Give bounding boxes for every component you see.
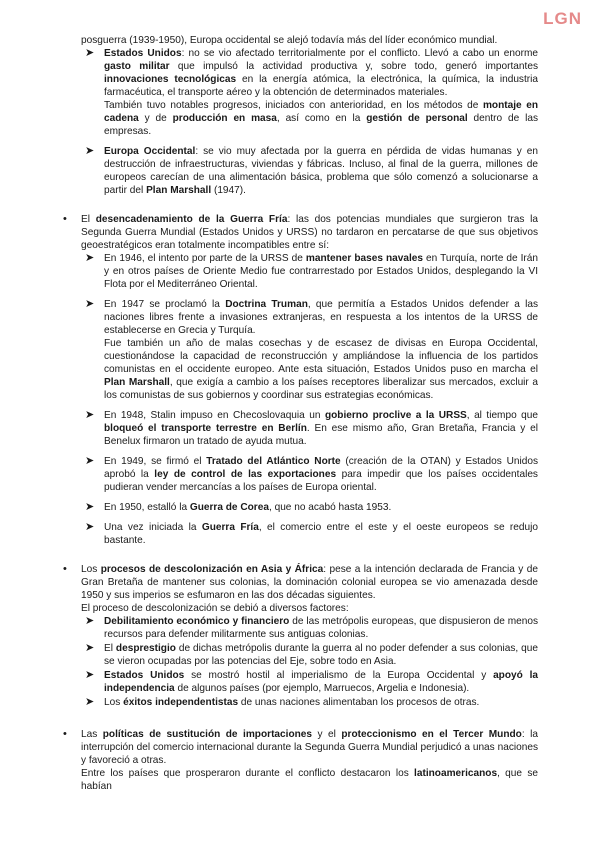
bold-text: montaje en cadena bbox=[104, 100, 538, 124]
section-guerra-fria bbox=[63, 213, 538, 252]
list-item bbox=[85, 521, 538, 547]
section-intro-2: El proceso de descolonización se debió a diversos factores: bbox=[81, 603, 349, 614]
text-run: En 1947 se proclamó la bbox=[104, 299, 226, 310]
text-run: que impulsó la actividad productiva y, sobre todo, generó importantes bbox=[169, 61, 538, 72]
text-run: : no se vio afectado territorialmente por el conflicto. Llevó a cabo un enorme bbox=[181, 48, 539, 59]
section-intro bbox=[81, 563, 538, 602]
arrow-bullet-icon: ➤ bbox=[85, 521, 95, 533]
text-run: de las metrópolis europeas, que dispusieron de menos recursos para defender militarmente sus antiguas colonias. bbox=[104, 616, 538, 640]
text-run: Entre los países que prosperaron durante el conflicto destacaron los bbox=[81, 768, 415, 779]
list-item bbox=[85, 145, 538, 197]
text-run: de unas naciones alimentaban los procesos de otras. bbox=[238, 697, 480, 708]
bold-text: ley de control de las exportaciones bbox=[154, 469, 337, 480]
list-item bbox=[85, 642, 539, 668]
text-run: En 1949, se firmó el bbox=[104, 456, 207, 467]
text-run: : se vio muy afectada por la guerra en pérdida de vidas humanas y en destrucción de infraestructuras, viviendas y fábricas. Incluso, al final de la guerra, millones de europeos carecían de una alimentación básica, problema que sólo comenzó a solucionarse a partir del bbox=[104, 146, 538, 196]
text-run: Los bbox=[104, 697, 124, 708]
bold-text: Guerra Fría bbox=[201, 522, 259, 533]
bold-text: apoyó la independencia bbox=[104, 670, 539, 694]
paragraph bbox=[104, 298, 538, 337]
text-run: (creación de la OTAN) y Estados Unidos aprobó la bbox=[104, 456, 538, 480]
bold-text: latinoamericanos bbox=[414, 768, 498, 779]
bold-text: innovaciones tecnológicas bbox=[104, 74, 237, 85]
text-run: de algunos países (por ejemplo, Marruecos, Argelia e Indonesia). bbox=[174, 683, 470, 694]
text-run: : pese a la intención declarada de Francia y de Gran Bretaña de mantener sus colonias, la dominación colonial europea se vio amenazada desde 1950 y sus imperios se esfumaron en las dos décadas siguientes. bbox=[81, 564, 538, 601]
paragraph bbox=[104, 501, 538, 514]
list-item bbox=[85, 669, 539, 695]
text-run: en Turquía, norte de Irán y en otros países de Oriente Medio fue contrarrestado por Estados Unidos, desplegando la VI Flota por el Mediterráneo Oriental. bbox=[104, 253, 538, 290]
bold-text: desencadenamiento de la Guerra Fría bbox=[95, 214, 288, 225]
bold-text: Estados Unidos bbox=[104, 670, 185, 681]
section-descolonizacion bbox=[63, 563, 538, 615]
section-intro-2 bbox=[81, 767, 538, 793]
text-run: Una vez iniciada la bbox=[104, 522, 202, 533]
text-run: de dichas metrópolis durante la guerra al no poder defender a sus colonias, que se vieron ocupadas por las potencias del Eje, sobre todo en Asia. bbox=[104, 643, 539, 667]
bold-text: Europa Occidental bbox=[104, 146, 196, 157]
text-run: En 1948, Stalin impuso en Checoslovaquia un bbox=[104, 410, 325, 421]
arrow-bullet-icon: ➤ bbox=[85, 642, 95, 654]
arrow-bullet-icon: ➤ bbox=[85, 615, 95, 627]
section-proteccionismo bbox=[63, 728, 538, 793]
bold-text: gasto militar bbox=[104, 61, 170, 72]
paragraph bbox=[104, 455, 538, 494]
text-run: , el comercio entre el este y el oeste europeos se redujo bastante. bbox=[104, 522, 538, 546]
text-run: , que permitía a Estados Unidos defender a las naciones libres frente a invasiones extranjeras, en respuesta a los intentos de la URSS de establecerse en Grecia y Turquía. bbox=[104, 299, 538, 336]
paragraph bbox=[104, 521, 538, 547]
text-run: El bbox=[104, 643, 116, 654]
list-item bbox=[85, 252, 538, 291]
text-run: También tuvo notables progresos, iniciados con anterioridad, en los métodos de bbox=[104, 100, 483, 111]
arrow-bullet-icon: ➤ bbox=[85, 501, 95, 513]
text-run: en la energía atómica, la electrónica, la química, la industria farmacéutica, el transporte aéreo y la obtención de determinados materiales. bbox=[104, 74, 538, 98]
list-item bbox=[85, 47, 539, 138]
text-run: y el bbox=[312, 729, 342, 740]
text-run: Fue también un año de malas cosechas y de escasez de divisas en Europa Occidental, cuestionándose la capacidad de reconstrucción y ampliándose la influencia de los partidos comunistas en el occidente europeo. Ante esta situación, Estados Unidos puso en marcha el bbox=[104, 338, 538, 375]
text-run: En 1950, estalló la bbox=[104, 502, 190, 513]
bullet-icon: • bbox=[63, 728, 67, 740]
list-item bbox=[85, 409, 539, 448]
bold-text: Plan Marshall bbox=[146, 185, 212, 196]
section-intro bbox=[81, 213, 538, 252]
bold-text: Debilitamiento económico y financiero bbox=[104, 616, 290, 627]
list-item bbox=[85, 501, 538, 514]
paragraph bbox=[104, 47, 538, 99]
list-item bbox=[85, 696, 538, 709]
section-intro bbox=[81, 728, 538, 767]
bold-text: Tratado del Atlántico Norte bbox=[206, 456, 341, 467]
arrow-bullet-icon: ➤ bbox=[85, 696, 95, 708]
paragraph bbox=[104, 99, 538, 138]
bold-text: políticas de sustitución de importaciones bbox=[102, 729, 313, 740]
bold-text: Estados Unidos bbox=[104, 48, 182, 59]
bold-text: Plan Marshall bbox=[104, 377, 170, 388]
bold-text: bloqueó el transporte terrestre en Berlín bbox=[104, 423, 307, 434]
text-run: : las dos potencias mundiales que surgieron tras la Segunda Guerra Mundial (Estados Unidos y URSS) no tardaron en percatarse de que sus objetivos geoestratégicos eran totalmente incompatibles entre sí: bbox=[81, 214, 538, 251]
bold-text: proteccionismo en el Tercer Mundo bbox=[341, 729, 522, 740]
arrow-bullet-icon: ➤ bbox=[85, 252, 95, 264]
bold-text: desprestigio bbox=[115, 643, 176, 654]
paragraph bbox=[104, 615, 538, 641]
bold-text: procesos de descolonización en Asia y África bbox=[100, 564, 324, 575]
bold-text: Doctrina Truman bbox=[225, 299, 308, 310]
text-run: y de bbox=[138, 113, 173, 124]
text-run: se mostró hostil al imperialismo de la Europa Occidental y bbox=[184, 670, 494, 681]
text-run: . En ese mismo año, Gran Bretaña, Francia y el Benelux firmaron un tratado de ayuda mutua. bbox=[104, 423, 539, 447]
text-run: , que se habían bbox=[81, 768, 538, 792]
paragraph bbox=[104, 252, 538, 291]
arrow-bullet-icon: ➤ bbox=[85, 669, 95, 681]
arrow-bullet-icon: ➤ bbox=[85, 409, 95, 421]
bold-text: gestión de personal bbox=[366, 113, 468, 124]
text-run: para impedir que los países occidentales pudieran vender mercancías a los países de Europa oriental. bbox=[104, 469, 538, 493]
paragraph bbox=[104, 145, 538, 197]
text-run: , que no acabó hasta 1953. bbox=[268, 502, 392, 513]
text-run: , que exigía a cambio a los países receptores liberalizar sus mercados, excluir a los comunistas de sus gobiernos y coordinar sus estrategias económicas. bbox=[104, 377, 538, 401]
paragraph bbox=[104, 409, 538, 448]
bold-text: gobierno proclive a la URSS bbox=[324, 410, 467, 421]
bold-text: Guerra de Corea bbox=[189, 502, 269, 513]
list-item bbox=[85, 455, 538, 494]
paragraph bbox=[104, 696, 538, 709]
paragraph bbox=[104, 337, 538, 402]
text-run: (1947). bbox=[211, 185, 246, 196]
arrow-bullet-icon: ➤ bbox=[85, 298, 95, 310]
list-item bbox=[85, 298, 538, 402]
paragraph bbox=[104, 669, 538, 695]
text-run: , al tiempo que bbox=[466, 410, 538, 421]
bold-text: producción en masa bbox=[172, 113, 277, 124]
bold-text: mantener bases navales bbox=[305, 253, 424, 264]
logo: LGN bbox=[543, 9, 582, 28]
text-run: , así como en la bbox=[276, 113, 367, 124]
text-run: : la interrupción del comercio internacional durante la Segunda Guerra Mundial perjudicó a unas naciones y favoreció a otras. bbox=[81, 729, 538, 766]
bold-text: éxitos independentistas bbox=[123, 697, 239, 708]
arrow-bullet-icon: ➤ bbox=[85, 47, 95, 59]
bullet-icon: • bbox=[63, 213, 67, 225]
text-run: En 1946, el intento por parte de la URSS de bbox=[104, 253, 306, 264]
intro-line: posguerra (1939-1950), Europa occidental se alejó todavía más del líder económico mundial. bbox=[81, 35, 498, 46]
document-body bbox=[0, 34, 600, 793]
bullet-icon: • bbox=[63, 563, 67, 575]
arrow-bullet-icon: ➤ bbox=[85, 455, 95, 467]
text-run: Los bbox=[81, 564, 101, 575]
text-run: El bbox=[81, 214, 96, 225]
text-run: dentro de las empresas. bbox=[104, 113, 538, 137]
paragraph bbox=[104, 642, 538, 668]
text-run: Las bbox=[81, 729, 103, 740]
arrow-bullet-icon: ➤ bbox=[85, 145, 95, 157]
list-item bbox=[85, 615, 538, 641]
